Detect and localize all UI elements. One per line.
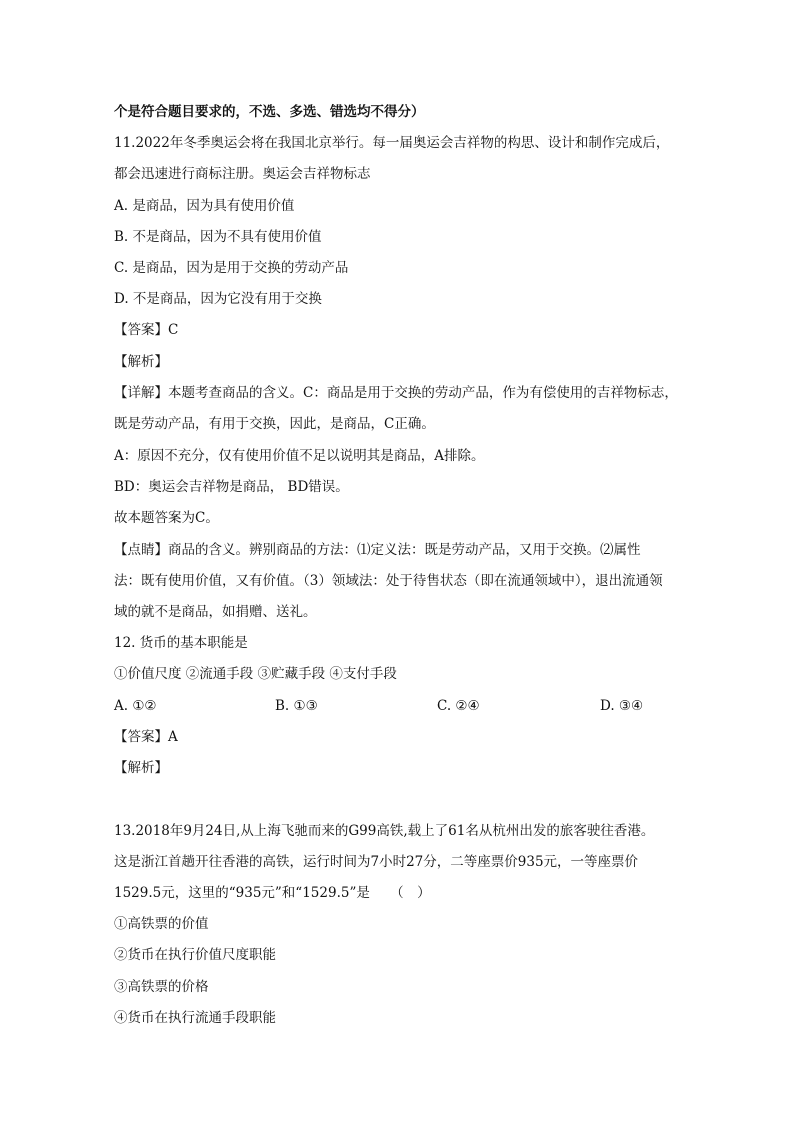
q12-option-d: D. ③④	[600, 698, 644, 714]
q11-answer: 【答案】C	[114, 322, 179, 338]
q12-stem: 12. 货币的基本职能是	[114, 635, 248, 651]
q11-conclusion: 故本题答案为C。	[114, 510, 219, 526]
q11-option-a: A. 是商品，因为具有使用价值	[114, 198, 295, 214]
q12-option-c: C. ②④	[437, 698, 480, 714]
q12-analysis-label: 【解析】	[114, 760, 168, 776]
q11-option-d: D. 不是商品，因为它没有用于交换	[114, 291, 322, 307]
q12-option-a: A. ①②	[114, 698, 157, 714]
q11-detail-line-2: 既是劳动产品，有用于交换，因此，是商品，C正确。	[114, 416, 435, 432]
q11-analysis-label: 【解析】	[114, 354, 168, 370]
q11-detail-line-4: BD：奥运会吉祥物是商品， BD错误。	[114, 479, 349, 495]
q12-option-b: B. ①③	[275, 698, 318, 714]
q11-stem-line-1: 11.2022年冬季奥运会将在我国北京举行。每一届奥运会吉祥物的构思、设计和制作完成后，	[114, 135, 670, 151]
q13-item-1: ①高铁票的价值	[114, 916, 209, 932]
q12-items: ①价值尺度 ②流通手段 ③贮藏手段 ④支付手段	[114, 666, 397, 682]
q11-detail-line-1: 【详解】本题考查商品的含义。C：商品是用于交换的劳动产品，作为有偿使用的吉祥物标志，	[114, 385, 678, 401]
q13-stem-line-3: 1529.5元，这里的“935元”和“1529.5”是 （ ）	[114, 885, 431, 901]
section-instruction: 个是符合题目要求的，不选、多选、错选均不得分）	[114, 104, 425, 120]
q13-item-4: ④货币在执行流通手段职能	[114, 1010, 276, 1026]
q12-answer: 【答案】A	[114, 729, 178, 745]
q11-stem-line-2: 都会迅速进行商标注册。奥运会吉祥物标志	[114, 166, 371, 182]
q13-item-2: ②货币在执行价值尺度职能	[114, 947, 276, 963]
q13-stem-line-2: 这是浙江首趟开往香港的高铁，运行时间为7小时27分，二等座票价935元，一等座票价	[114, 854, 639, 870]
q13-stem-line-1: 13.2018年9月24日,从上海飞驰而来的G99高铁,载上了61名从杭州出发的旅客驶往香港。	[114, 823, 655, 839]
q11-detail-line-3: A：原因不充分，仅有使用价值不足以说明其是商品，A排除。	[114, 448, 485, 464]
q13-item-3: ③高铁票的价格	[114, 979, 209, 995]
q11-tip-line-3: 域的就不是商品，如捐赠、送礼。	[114, 604, 317, 620]
q11-option-b: B. 不是商品，因为不具有使用价值	[114, 229, 322, 245]
q11-option-c: C. 是商品，因为是用于交换的劳动产品	[114, 260, 349, 276]
q11-tip-line-2: 法：既有使用价值，又有价值。（3）领域法：处于待售状态（即在流通领域中），退出流通领	[114, 573, 663, 589]
q11-tip-line-1: 【点睛】商品的含义。辨别商品的方法：⑴定义法：既是劳动产品，又用于交换。⑵属性	[114, 542, 641, 558]
